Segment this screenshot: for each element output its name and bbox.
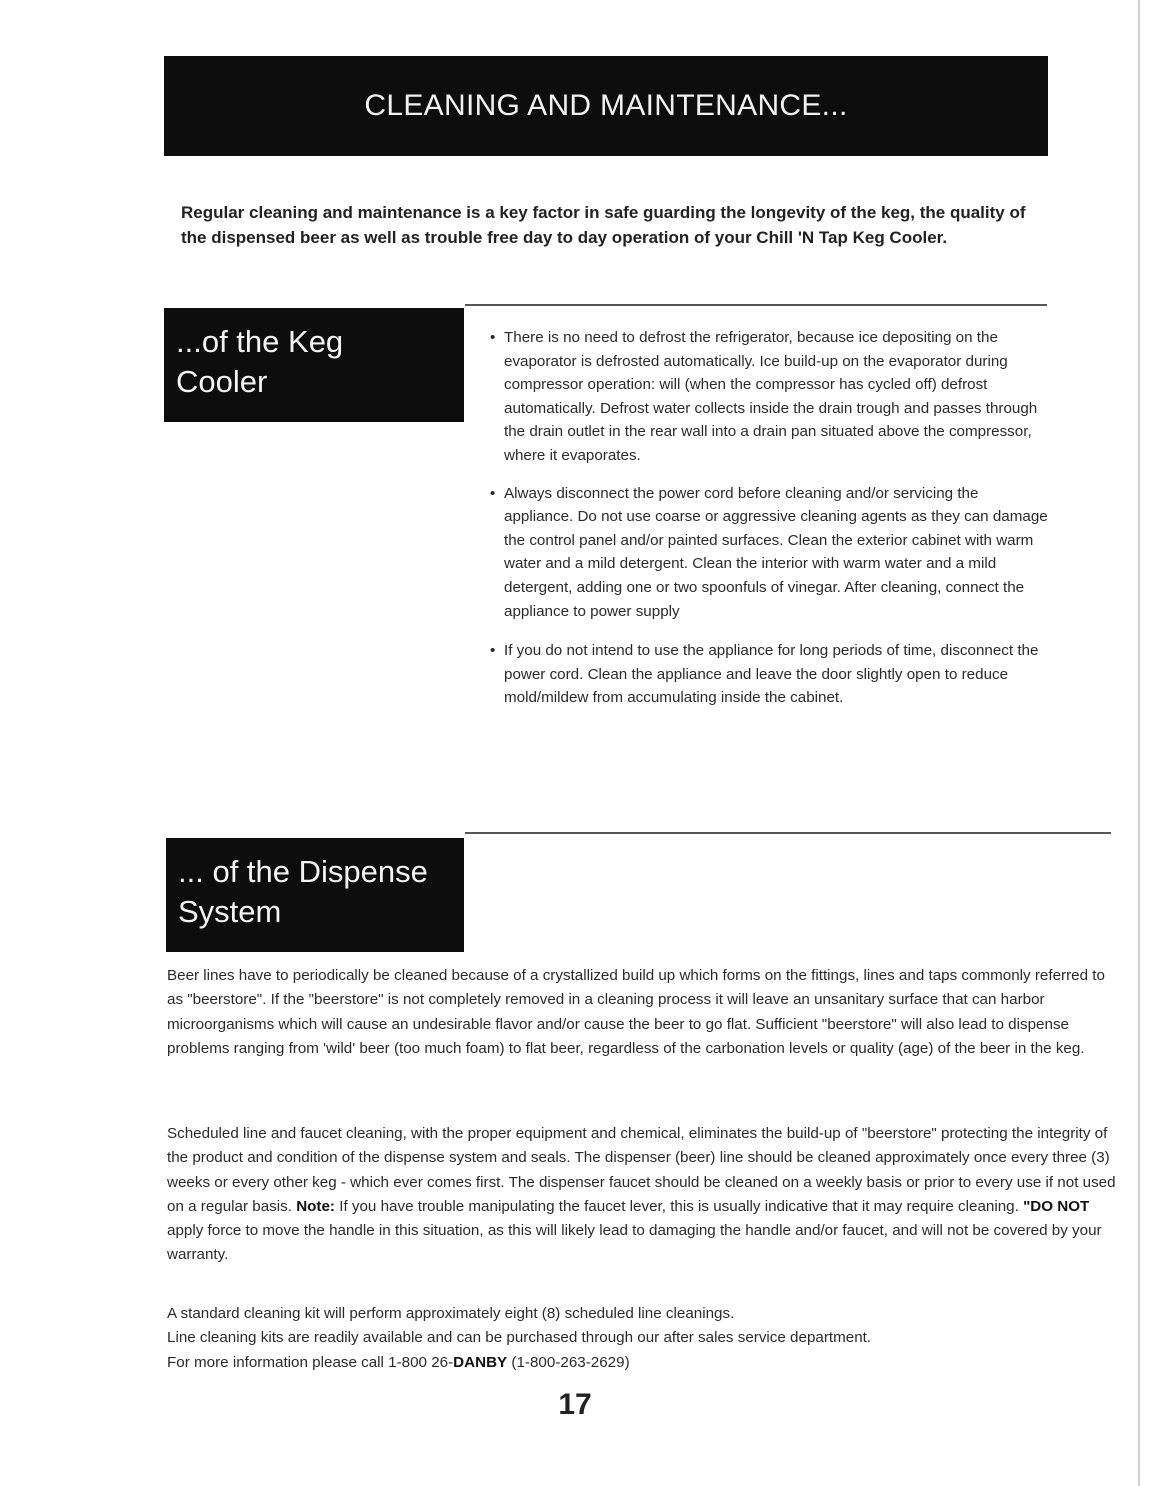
cleaning-kit-paragraph [167, 1302, 1117, 1375]
page-title: CLEANING AND MAINTENANCE... [364, 89, 848, 122]
do-not-label: "DO NOT [1023, 1197, 1090, 1215]
dispense-heading-line2: System [178, 894, 282, 929]
section-divider-1 [465, 304, 1047, 306]
note-text: If you have trouble manipulating the faucet lever, this is usually indicative that it may require cleaning. [339, 1197, 1019, 1215]
keg-cooler-heading-line1: ...of the Keg [176, 324, 344, 359]
contact-phone: (1-800-263-2629) [511, 1353, 630, 1371]
beerstone-paragraph: Beer lines have to periodically be cleaned because of a crystallized build up which forms on the fittings, lines and taps commonly referred to as "beerstore". If the "beerstore" is not completely removed in a cleaning process it will leave an unsanitary surface that can harbor microorganisms which will cause an undesirable flavor and/or cause the beer to go flat. Sufficient "beerstore" will also lead to dispense problems ranging from 'wild' beer (too much foam) to flat beer, regardless of the carbonation levels or quality (age) of the beer in the keg. [167, 967, 1105, 1057]
cleaning-kit-line2: Line cleaning kits are readily available and can be purchased through our after sales service department. [167, 1329, 872, 1347]
keg-cooler-heading-line2: Cooler [176, 364, 268, 399]
brand-name: DANBY [453, 1353, 508, 1371]
cleaning-schedule-paragraph [167, 1122, 1117, 1268]
intro-paragraph: Regular cleaning and maintenance is a key factor in safe guarding the longevity of the keg, the quality of the dispensed beer as well as trouble free day to day operation of your Chill 'N Tap Keg Cooler. [181, 203, 1026, 247]
cleaning-kit-line1: A standard cleaning kit will perform approximately eight (8) scheduled line cleanings. [167, 1305, 735, 1322]
bullet-long-periods: • If you do not intend to use the appliance for long periods of time, disconnect the power cord. Clean the appliance and leave the door slightly open to reduce mold/mildew from accumulating inside the cabinet. [490, 639, 1050, 710]
keg-cooler-heading [164, 308, 464, 422]
page-title-banner [164, 56, 1048, 156]
section-divider-2 [465, 832, 1111, 834]
bullet-defrost: • There is no need to defrost the refrigerator, because ice depositing on the evaporator is defrosted automatically. Ice build-up on the evaporator during compressor operation: will (when the compressor has cycled off) defrost automatically. Defrost water collects inside the drain trough and passes through the drain outlet in the rear wall into a drain pan situated above the compressor, where it evaporates. [490, 326, 1050, 468]
do-not-text: apply force to move the handle in this situation, as this will likely lead to damaging the handle and/or faucet, and will not be covered by your warranty. [167, 1222, 1102, 1264]
cleaning-schedule-text: Scheduled line and faucet cleaning, with the proper equipment and chemical, eliminates the build-up of "beerstore" protecting the integrity of the product and condition of the dispense system and seals. The dispenser (beer) line should be cleaned approximately once every three (3) weeks or every other keg - which ever comes first. The dispenser faucet should be cleaned on a weekly basis or prior to every use if not used on a regular basis. [167, 1125, 1116, 1215]
note-label: Note: [296, 1197, 335, 1215]
bullet-disconnect: • Always disconnect the power cord before cleaning and/or servicing the appliance. Do not use coarse or aggressive cleaning agents as they can damage the control panel and/or painted surfaces. Clean the exterior cabinet with warm water and a mild detergent. Clean the interior with warm water and a mild detergent, adding one or two spoonfuls of vinegar. After cleaning, connect the appliance to power supply [490, 482, 1050, 624]
dispense-heading-line1: ... of the Dispense [178, 854, 428, 889]
keg-cooler-bullets [490, 326, 1050, 724]
page-number: 17 [558, 1388, 592, 1421]
dispense-system-heading [166, 838, 464, 952]
page-edge [1138, 0, 1140, 1486]
contact-line-prefix: For more information please call 1-800 26- [167, 1353, 454, 1371]
